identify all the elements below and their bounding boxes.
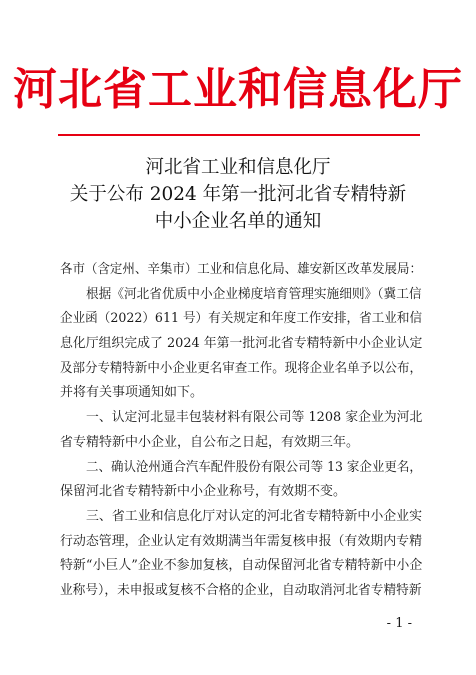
- body-text: 一、认定河北显丰包装材料有限公司等 1208 家企业为河北: [86, 410, 423, 426]
- body-line: [60, 357, 422, 382]
- body-line: [60, 307, 422, 332]
- body-text: 及部分专精特新中小企业更名审查工作。现将企业名单予以公布，: [60, 360, 423, 376]
- body-line: [60, 283, 422, 308]
- body-line: [60, 406, 422, 431]
- document-body: [60, 258, 422, 604]
- title-line: 河北省工业和信息化厅: [145, 157, 331, 178]
- body-text: 并将有关事项通知如下。: [60, 385, 204, 401]
- body-text: 二、确认沧州通合汽车配件股份有限公司等 13 家企业更名，: [86, 459, 422, 475]
- body-line: [60, 332, 422, 357]
- body-text: 息化厅组织完成了 2024 年第一批河北省专精特新中小企业认定: [60, 336, 423, 352]
- body-text: 各市（含定州、辛集市）工业和信息化局、雄安新区改革发展局：: [60, 262, 423, 277]
- body-text: 三、省工业和信息化厅对认定的河北省专精特新中小企业实: [86, 508, 423, 524]
- document-title: [0, 154, 476, 235]
- body-text: 行动态管理，企业认定有效期满当年需复核申报（有效期内专精: [60, 533, 423, 549]
- masthead: 河北省工业和信息化厅: [13, 64, 463, 115]
- salutation-line: [60, 258, 422, 283]
- body-text: 省专精特新中小企业，自公布之日起，有效期三年。: [60, 434, 360, 450]
- body-line: [60, 554, 422, 579]
- page-number: - 1 -: [386, 616, 412, 631]
- body-line: [60, 431, 422, 456]
- title-line: 中小企业名单的通知: [154, 211, 322, 232]
- title-line: 关于公布 2024 年第一批河北省专精特新: [69, 184, 407, 205]
- body-text: 根据《河北省优质中小企业梯度培育管理实施细则》（冀工信: [86, 286, 422, 302]
- body-text: 特新“小巨人”企业不参加复核，自动保留河北省专精特新中小企: [60, 558, 423, 574]
- body-line: [60, 381, 422, 406]
- body-text: 企业函（2022）611 号）有关规定和年度工作安排，省工业和信: [60, 311, 423, 327]
- body-text: 业称号），未申报或复核不合格的企业，自动取消河北省专精特新: [60, 582, 422, 598]
- masthead-divider: [58, 134, 420, 136]
- body-line: [60, 505, 422, 530]
- body-line: [60, 579, 422, 604]
- body-line: [60, 530, 422, 555]
- body-text: 保留河北省专精特新中小企业称号，有效期不变。: [60, 484, 347, 500]
- body-line: [60, 456, 422, 481]
- body-line: [60, 480, 422, 505]
